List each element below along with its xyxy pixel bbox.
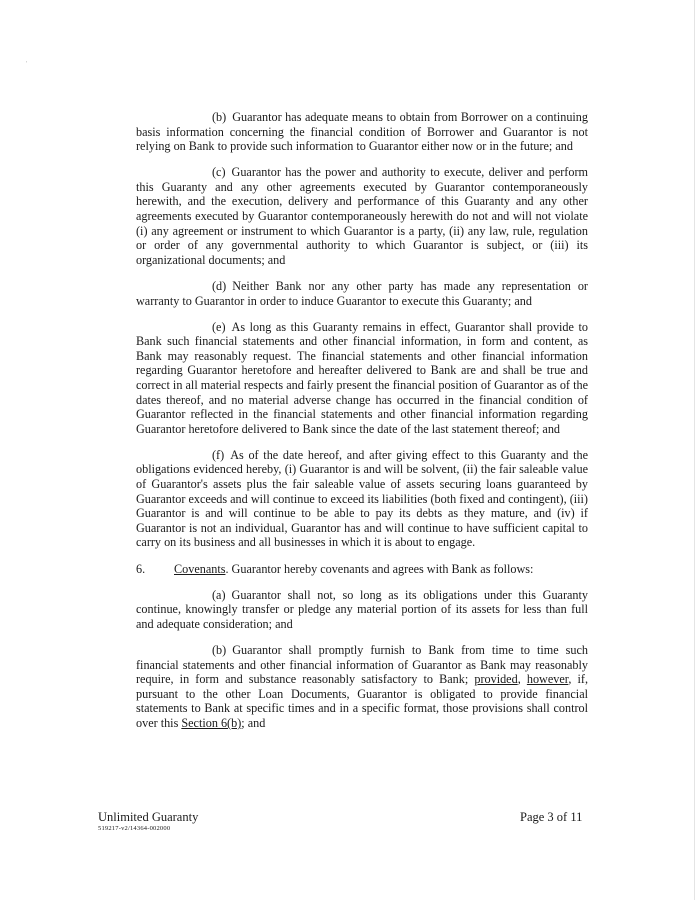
footer-page-number: Page 3 of 11 bbox=[520, 810, 583, 824]
paragraph-6b bbox=[136, 643, 588, 731]
paragraph-text-end: ; and bbox=[241, 715, 266, 730]
section-title: Covenants bbox=[174, 561, 226, 576]
paragraph-text: Guarantor shall promptly furnish to Bank from time to time such financial statements and other financial information of Guarantor as Bank may reasonably require, in form and substance reasonably satisfactory to Bank; bbox=[136, 642, 588, 687]
paragraph-label: (a) bbox=[212, 587, 226, 602]
paragraph-text: As long as this Guaranty remains in effect, Guarantor shall provide to Bank such financial statements and other financial information, in form and content, as Bank may reasonably request. The financial statements and other financial information regarding Guarantor heretofore and hereafter delivered to Bank are and shall be true and correct in all material respects and fairly present the financial position of Guarantor as of the dates thereof, and no material adverse change has occurred in the financial condition of Guarantor reflected in the financial statements and other financial information regarding Guarantor heretofore delivered to Bank since the date of the last statement thereof; and bbox=[136, 319, 588, 436]
section-intro: . Guarantor hereby covenants and agrees with Bank as follows: bbox=[225, 561, 534, 576]
document-body bbox=[136, 110, 588, 742]
comma-text: , bbox=[517, 672, 527, 687]
paragraph-text: Guarantor has the power and authority to execute, deliver and perform this Guaranty and any other agreements executed by Guarantor contemporaneously herewith, and the execution, delivery and performance of this Guaranty and any other agreements executed by Guarantor contemporaneously herewith do not and will not violate (i) any agreement or instrument to which Guarantor is a party, (ii) any law, rule, regulation or order of any governmental authority to which Guarantor is subject, or (iii) its organizational documents; and bbox=[136, 165, 588, 267]
paragraph-5e bbox=[136, 320, 588, 437]
paragraph-text: Guarantor shall not, so long as its obligations under this Guaranty continue, knowingly transfer or pledge any material portion of its assets for less than full and adequate consideration; and bbox=[136, 587, 588, 631]
paragraph-label: (e) bbox=[212, 319, 226, 334]
section-6-heading bbox=[136, 562, 588, 577]
paragraph-5c bbox=[136, 165, 588, 267]
section-reference: Section 6(b) bbox=[181, 715, 242, 730]
paragraph-label: (b) bbox=[212, 642, 227, 657]
however-term: however bbox=[526, 672, 569, 687]
footer-document-title: Unlimited Guaranty bbox=[98, 810, 199, 824]
footer-document-code: 519217-v2/14364-002000 bbox=[98, 825, 171, 832]
section-number: 6. bbox=[136, 561, 146, 576]
paragraph-label: (f) bbox=[212, 447, 225, 462]
paragraph-text: As of the date hereof, and after giving effect to this Guaranty and the obligations evidenced hereby, (i) Guarantor is and will be solvent, (ii) the fair saleable value of Guarantor's assets plus the fair saleable value of assets securing loans guaranteed by Guarantor exceeds and will continue to exceed its liabilities (both fixed and contingent), (iii) Guarantor is and will continue to be able to pay its debts as they mature, and (iv) if Guarantor is not an individual, Guarantor has and will continue to have sufficient capital to carry on its business and all businesses in which it is about to engage. bbox=[136, 447, 588, 550]
paragraph-5d bbox=[136, 279, 588, 308]
paragraph-label: (c) bbox=[212, 165, 226, 180]
provided-term: provided bbox=[474, 672, 518, 687]
paragraph-5f bbox=[136, 448, 588, 550]
paragraph-5b bbox=[136, 110, 588, 154]
paragraph-text-continued: , if, pursuant to the other Loan Documents, Guarantor is obligated to provide financial statements to Bank at specific times and in a specific format, those provisions shall control over this bbox=[136, 672, 589, 730]
paragraph-text: Guarantor has adequate means to obtain from Borrower on a continuing basis information concerning the financial condition of Borrower and Guarantor is not relying on Bank to provide such information to Guarantor either now or in the future; and bbox=[136, 110, 588, 154]
stray-mark: ' bbox=[26, 60, 28, 68]
paragraph-label: (d) bbox=[212, 278, 227, 293]
paragraph-6a bbox=[136, 588, 588, 632]
paragraph-text: Neither Bank nor any other party has made any representation or warranty to Guarantor in order to induce Guarantor to execute this Guaranty; and bbox=[136, 278, 588, 308]
paragraph-label: (b) bbox=[212, 110, 227, 124]
